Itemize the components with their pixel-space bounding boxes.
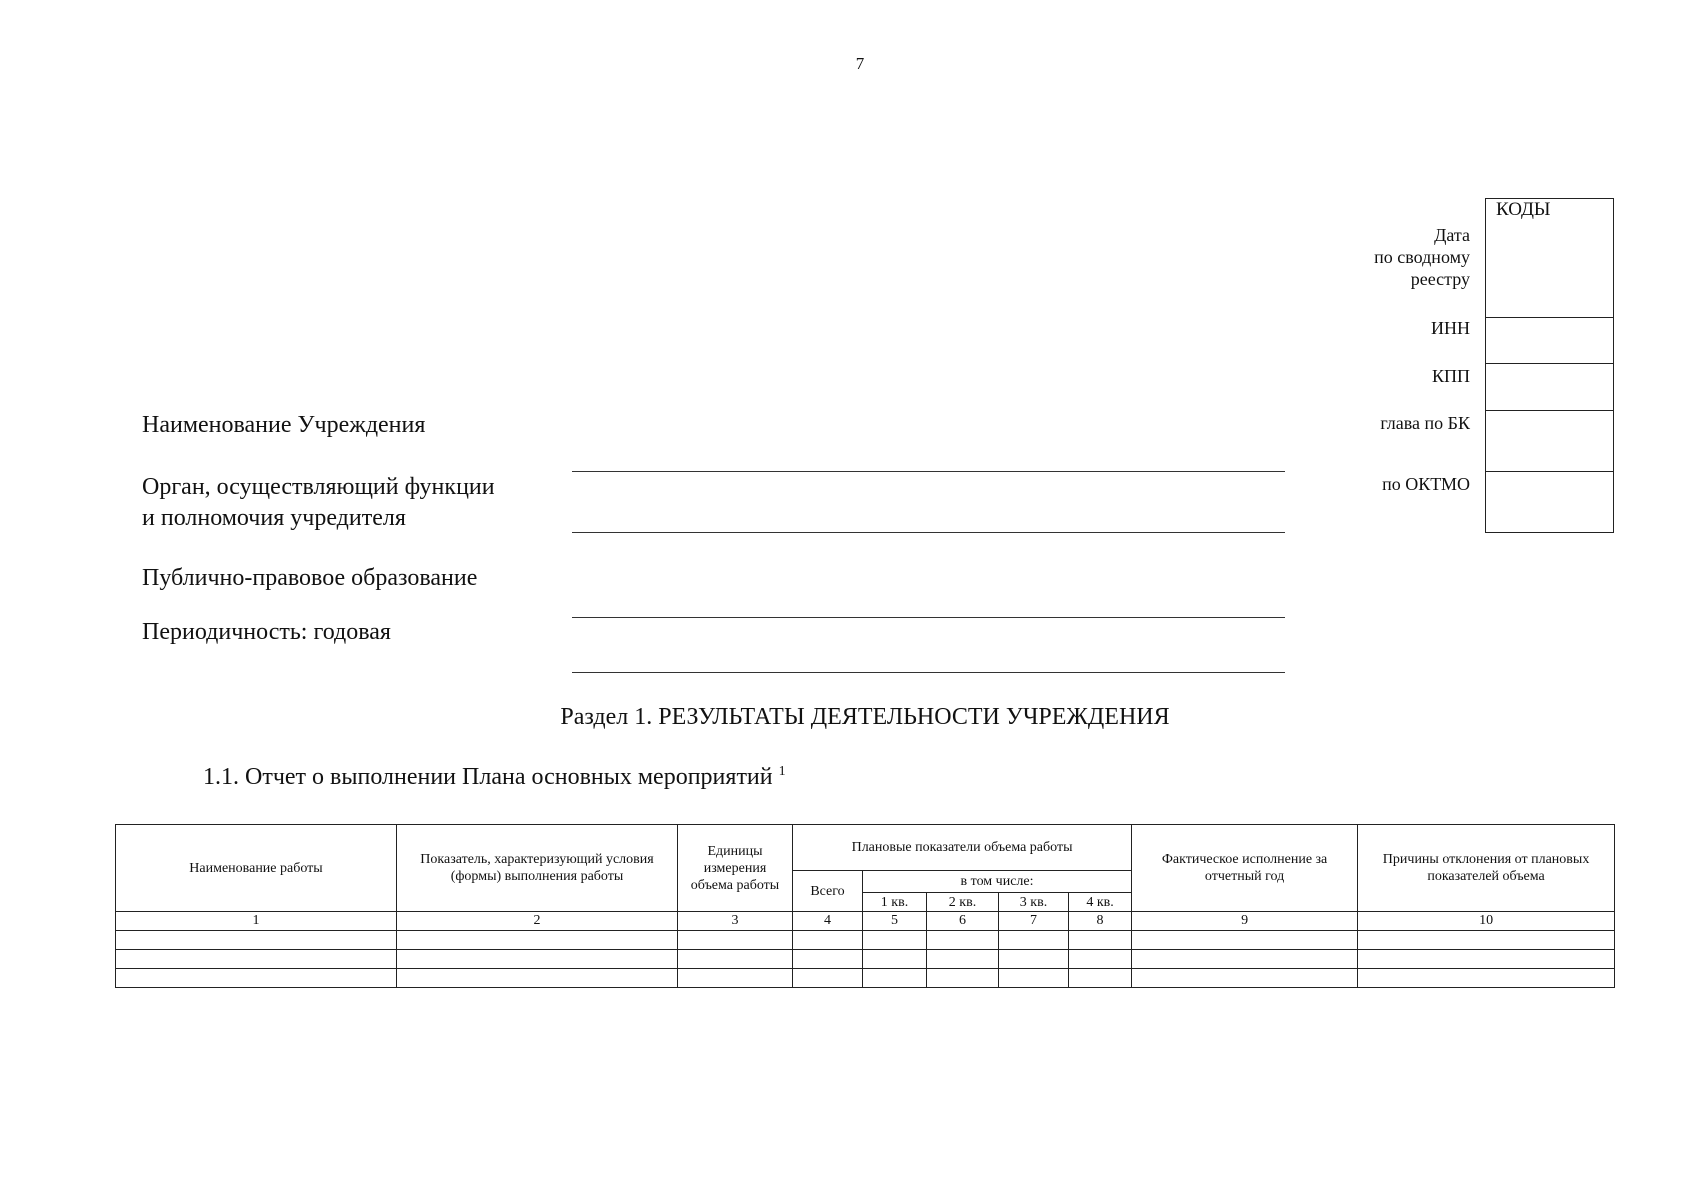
table-cell[interactable] [678,950,793,969]
table-cell[interactable] [678,969,793,988]
code-label-inn: ИНН [1431,318,1470,338]
code-cell-oktmo [1486,471,1613,534]
founder-label: Орган, осуществляющий функции и полномочия учредителя [142,474,495,531]
institution-name-label: Наименование Учреждения [142,412,426,438]
header-work-name: Наименование работы [116,825,397,912]
page-number: 7 [855,54,865,73]
column-number: 2 [397,912,678,931]
header-unit: Единицы измерения объема работы [678,825,793,912]
table-row [116,969,1615,988]
table-cell[interactable] [1132,931,1358,950]
section-title: Раздел 1. РЕЗУЛЬТАТЫ ДЕЯТЕЛЬНОСТИ УЧРЕЖДЕНИЯ [560,704,1170,730]
table-cell[interactable] [116,969,397,988]
column-number: 1 [116,912,397,931]
table-cell[interactable] [1358,950,1615,969]
footnote-marker: 1 [778,764,786,779]
header-indicator: Показатель, характеризующий условия (формы) выполнения работы [397,825,678,912]
table-cell[interactable] [927,950,999,969]
header-including: в том числе: [863,871,1132,893]
table-cell[interactable] [999,931,1069,950]
column-number: 4 [793,912,863,931]
column-number: 10 [1358,912,1615,931]
table-cell[interactable] [927,969,999,988]
periodicity-line[interactable] [572,672,1285,673]
table-cell[interactable] [863,931,927,950]
code-label-date: Дата по сводному реестру [1374,225,1470,289]
table-cell[interactable] [1358,969,1615,988]
header-q3: 3 кв. [999,893,1069,912]
column-number: 6 [927,912,999,931]
periodicity-label: Периодичность: годовая [142,619,391,645]
subsection-title: 1.1. Отчет о выполнении Плана основных мероприятий $^1$ [203,764,786,790]
table-cell[interactable] [397,931,678,950]
public-entity-line[interactable] [572,617,1285,618]
table-cell[interactable] [1069,969,1132,988]
table-cell[interactable] [793,969,863,988]
column-number-row [116,912,1615,931]
codes-header: КОДЫ [1496,199,1551,220]
table-cell[interactable] [397,969,678,988]
column-number: 9 [1132,912,1358,931]
header-total: Всего [793,871,863,912]
table-cell[interactable] [1069,950,1132,969]
column-number: 3 [678,912,793,931]
table-cell[interactable] [1132,969,1358,988]
code-label-oktmo: по ОКТМО [1382,474,1470,494]
table-row [116,950,1615,969]
table-cell[interactable] [999,950,1069,969]
column-number: 7 [999,912,1069,931]
table-cell[interactable] [793,931,863,950]
table-cell[interactable] [1069,931,1132,950]
code-label-bk: глава по БК [1380,413,1470,433]
table-cell[interactable] [678,931,793,950]
table-cell[interactable] [397,950,678,969]
founder-line[interactable] [572,532,1285,533]
table-cell[interactable] [793,950,863,969]
table-cell[interactable] [863,969,927,988]
code-cell-kpp [1486,363,1613,411]
header-q1: 1 кв. [863,893,927,912]
table-cell[interactable] [1132,950,1358,969]
header-actual: Фактическое исполнение за отчетный год [1132,825,1358,912]
institution-name-line[interactable] [572,471,1285,472]
table-cell[interactable] [116,931,397,950]
table-cell[interactable] [116,950,397,969]
column-number: 5 [863,912,927,931]
code-cell-inn [1486,317,1613,364]
column-number: 8 [1069,912,1132,931]
header-reasons: Причины отклонения от плановых показателей объема [1358,825,1615,912]
code-cell-bk [1486,410,1613,472]
table-cell[interactable] [999,969,1069,988]
code-label-kpp: КПП [1431,366,1470,386]
table-cell[interactable] [927,931,999,950]
header-q2: 2 кв. [927,893,999,912]
table-row [116,931,1615,950]
header-q4: 4 кв. [1069,893,1132,912]
public-entity-label: Публично-правовое образование [142,565,478,591]
table-cell[interactable] [1358,931,1615,950]
table-cell[interactable] [863,950,927,969]
report-table [115,824,1615,988]
codes-box [1485,198,1614,533]
header-planned: Плановые показатели объема работы [793,825,1132,871]
